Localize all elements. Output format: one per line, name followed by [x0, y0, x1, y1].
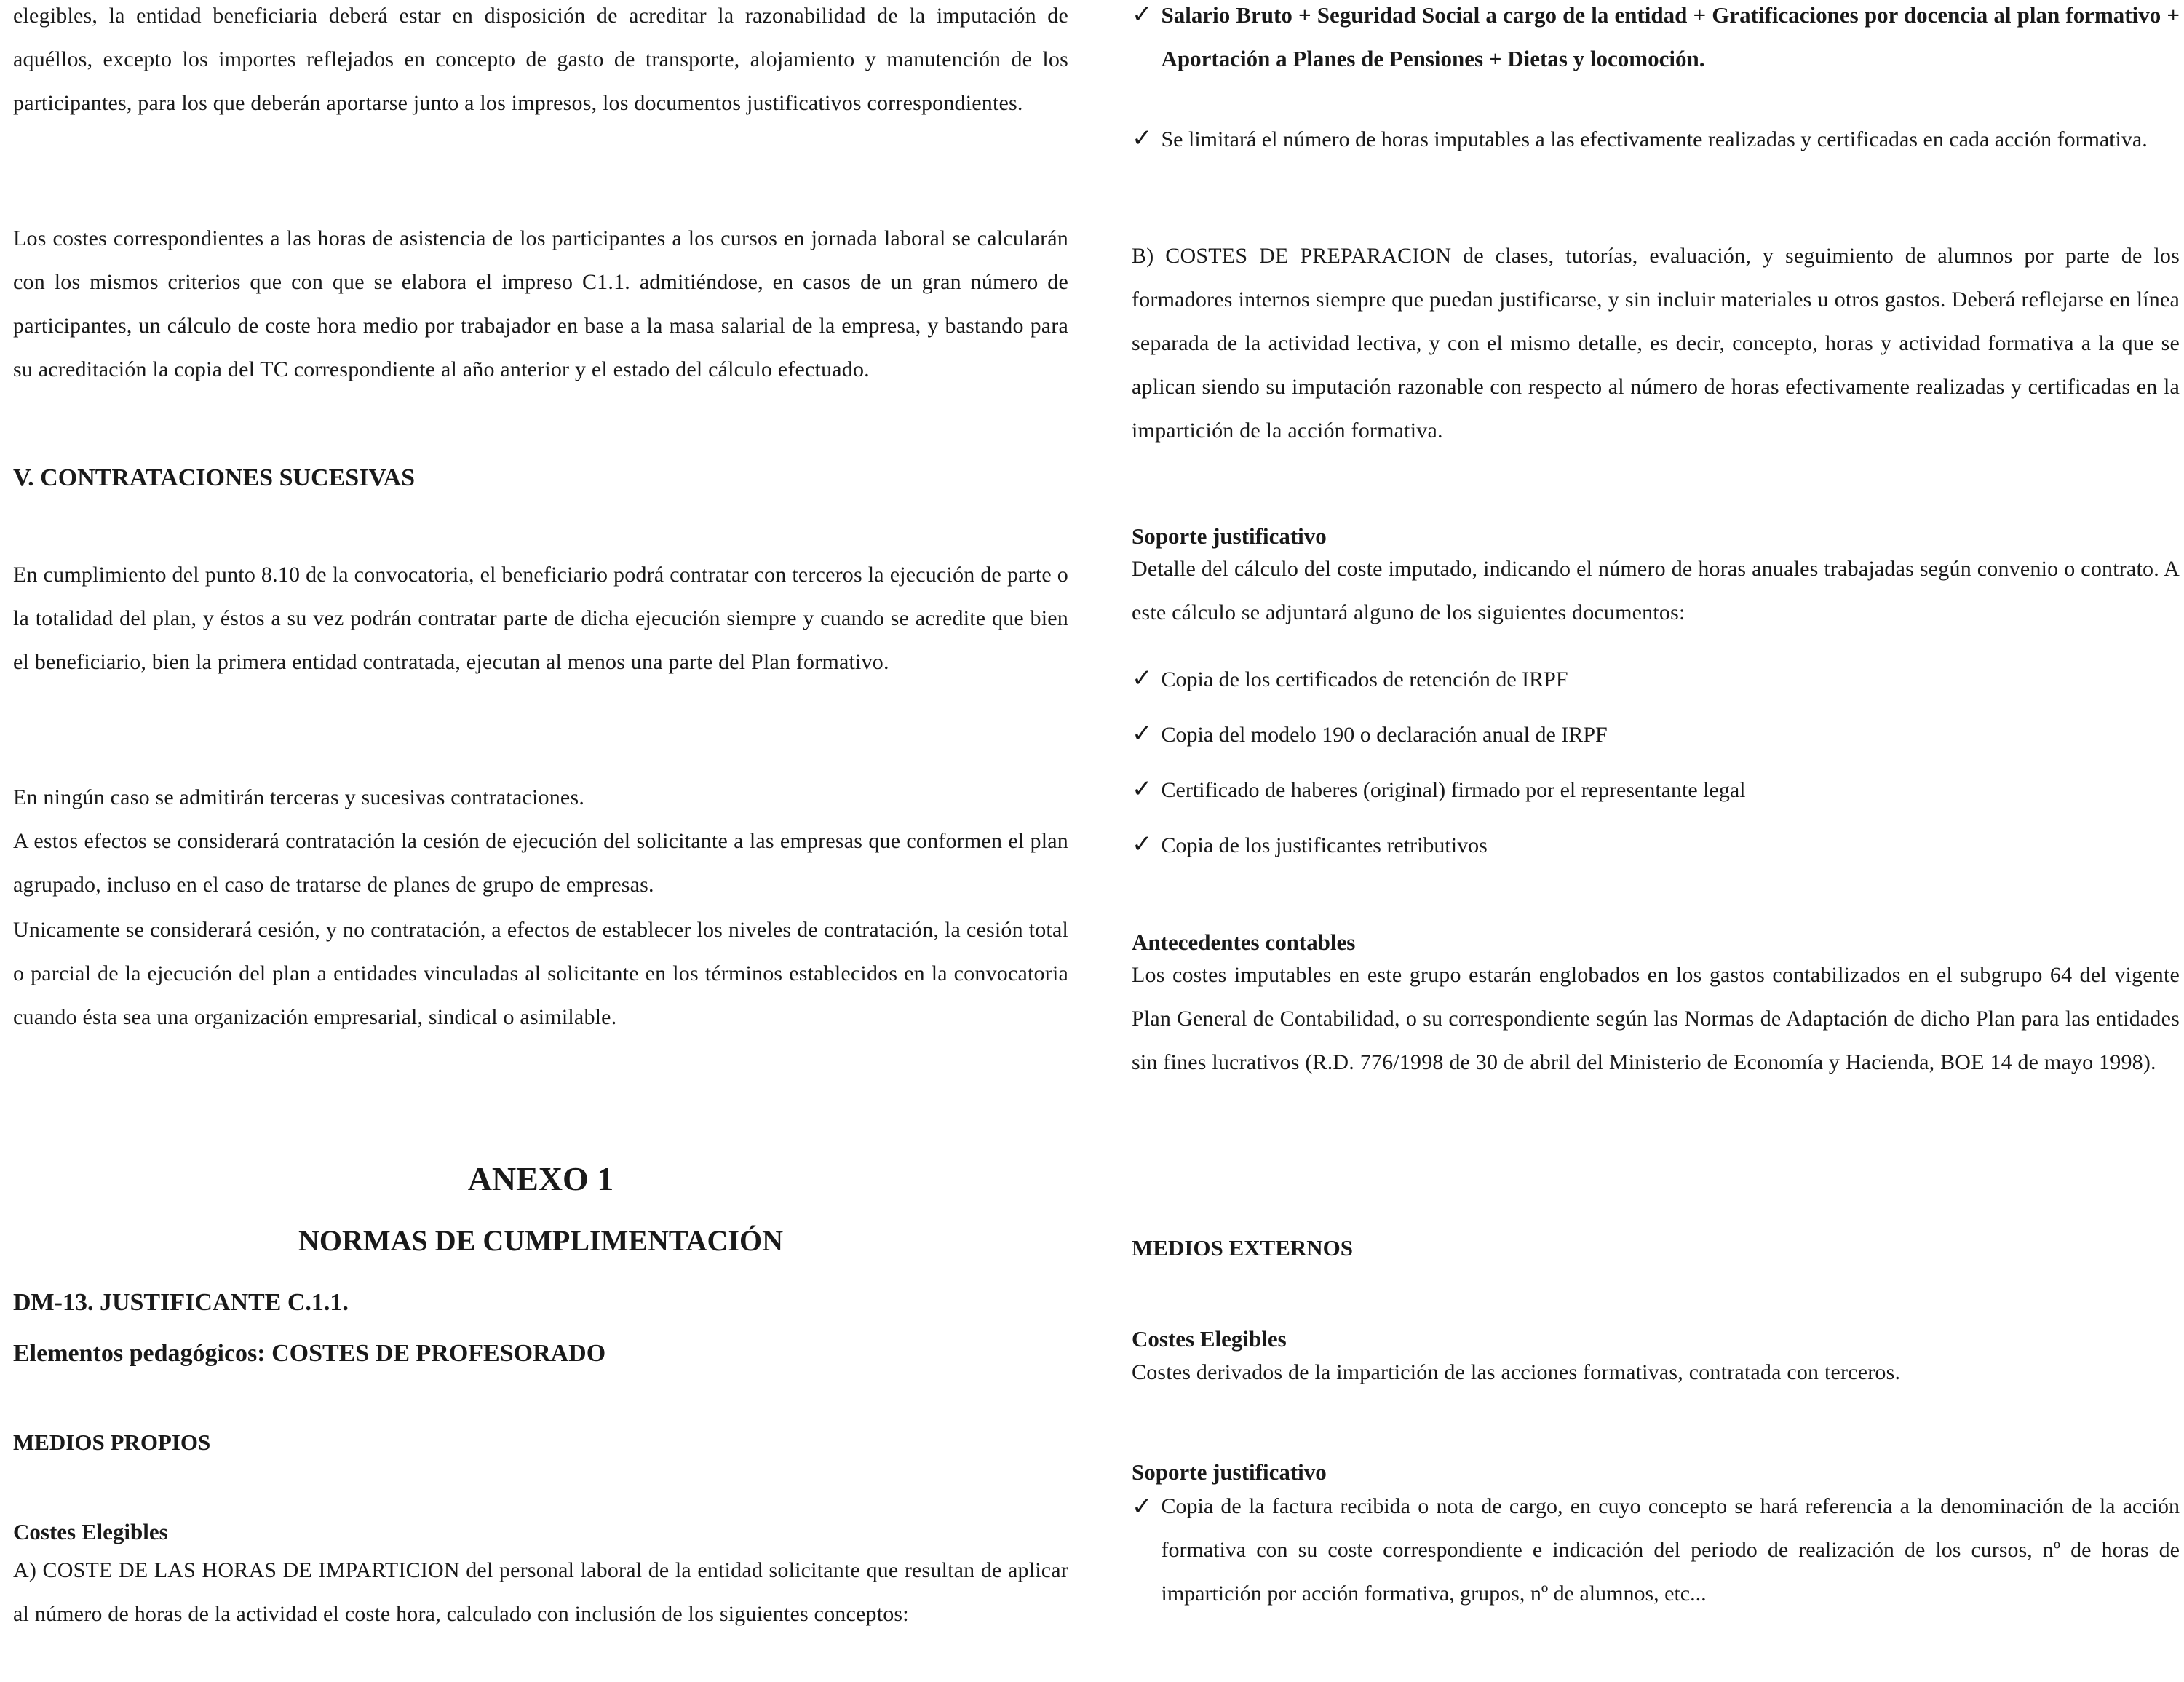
paragraph-detalle-calculo: Detalle del cálculo del coste imputado, indicando el número de horas anuales trabajadas según convenio o contrato. A este cálculo se adjuntará alguno de los siguientes documentos: [1132, 557, 2180, 624]
doc-item [1132, 712, 2180, 757]
annex-title: ANEXO 1 [467, 1160, 614, 1197]
doc-item-text: Copia de los justificantes retributivos [1161, 833, 1488, 857]
check-item-text: Copia de la factura recibida o nota de cargo, en cuyo concepto se hará referencia a la denominación de la acción formativa con su coste correspondiente e indicación del periodo de realización de los cursos, nº de horas de impartición por acción formativa, grupos, nº de alumnos, etc... [1161, 1494, 2180, 1606]
doc-item [1132, 822, 2180, 868]
costes-elegibles-heading-2: Costes Elegibles [1132, 1326, 1287, 1352]
medios-propios-heading: MEDIOS PROPIOS [13, 1429, 211, 1455]
paragraph-antecedentes: Los costes imputables en este grupo estarán englobados en los gastos contabilizados en el subgrupo 64 del vigente Plan General de Contabilidad, o su correspondiente según las Normas de Adaptación de dicho Plan para las entidades sin fines lucrativos (R.D. 776/1998 de 30 de abril del Ministerio de Economía y Hacienda, BOE 14 de mayo 1998). [1132, 963, 2180, 1074]
paragraph-elegibles: elegibles, la entidad beneficiaria deberá estar en disposición de acreditar la razonabilidad de la imputación de aquéllos, excepto los importes reflejados en concepto de gasto de transporte, alojamiento y manutención de los participantes, para los que deberán aportarse junto a los impresos, los documentos justificativos correspondientes. [13, 4, 1068, 115]
costes-elegibles-heading: Costes Elegibles [13, 1519, 168, 1544]
checkmark-icon: ✓ [1132, 664, 1153, 693]
check-item-text: Se limitará el número de horas imputables a las efectivamente realizadas y certificadas en cada acción formativa. [1161, 127, 2148, 151]
checkmark-icon: ✓ [1132, 774, 1153, 804]
doc-item [1132, 767, 2180, 812]
checkmark-icon: ✓ [1132, 719, 1153, 748]
paragraph-costes-horas: Los costes correspondientes a las horas de asistencia de los participantes a los cursos en jornada laboral se calcularán con los mismos criterios que con que se elabora el impreso C1.1. admitiéndose, en casos de un gran número de participantes, un cálculo de coste hora medio por trabajador en base a la masa salarial de la empresa, y bastando para su acreditación la copia del TC correspondiente al año anterior y el estado del cálculo efectuado. [13, 226, 1068, 381]
paragraph-cumplimiento: En cumplimiento del punto 8.10 de la convocatoria, el beneficiario podrá contratar con terceros la ejecución de parte o la totalidad del plan, y éstos a su vez podrán contratar parte de dicha ejecución siempre y cuando se acredite que bien el beneficiario, bien la primera entidad contratada, ejecutan al menos una parte del Plan formativo. [13, 563, 1068, 674]
antecedentes-contables-heading: Antecedentes contables [1132, 929, 1356, 955]
soporte-justificativo-heading: Soporte justificativo [1132, 523, 1327, 549]
checkmark-icon: ✓ [1132, 1492, 1153, 1521]
paragraph-costes-preparacion: B) COSTES DE PREPARACION de clases, tutorías, evaluación, y seguimiento de alumnos por parte de los formadores internos siempre que puedan justificarse, y sin incluir materiales u otros gastos. Deberá reflejarse en línea separada de la actividad lectiva, y con el mismo detalle, es decir, concepto, horas y actividad formativa a la que se aplican siendo su imputación razonable con respecto al número de horas efectivamente realizadas y certificadas en la impartición de la acción formativa. [1132, 244, 2180, 443]
dm13-heading: DM-13. JUSTIFICANTE C.1.1. [13, 1289, 349, 1316]
paragraph-ningun-caso: En ningún caso se admitirán terceras y sucesivas contrataciones. [13, 785, 585, 809]
annex-subtitle: NORMAS DE CUMPLIMENTACIÓN [298, 1224, 783, 1257]
section-heading-contrataciones: V. CONTRATACIONES SUCESIVAS [13, 464, 416, 491]
paragraph-costes-externos: Costes derivados de la impartición de las acciones formativas, contratada con terceros. [1132, 1360, 1901, 1384]
paragraph-coste-horas-imparticion: A) COSTE DE LAS HORAS DE IMPARTICION del personal laboral de la entidad solicitante que resultan de aplicar al número de horas de la actividad el coste hora, calculado con inclusión de los siguientes conceptos: [13, 1558, 1068, 1626]
medios-externos-heading: MEDIOS EXTERNOS [1132, 1235, 1354, 1261]
paragraph-estos-efectos: A estos efectos se considerará contratación la cesión de ejecución del solicitante a las empresas que conformen el plan agrupado, incluso en el caso de tratarse de planes de grupo de empresas. [13, 829, 1068, 897]
doc-item [1132, 656, 2180, 702]
doc-item-text: Copia de los certificados de retención de IRPF [1161, 667, 1568, 691]
checkmark-icon: ✓ [1132, 0, 1153, 29]
doc-item-text: Copia del modelo 190 o declaración anual de IRPF [1161, 723, 1608, 747]
check-item-salario [1132, 0, 2180, 81]
check-item-horas [1132, 116, 2180, 162]
paragraph-cesion: Unicamente se considerará cesión, y no contratación, a efectos de establecer los niveles de contratación, la cesión total o parcial de la ejecución del plan a entidades vinculadas al solicitante en los términos establecidos en la convocatoria cuando ésta sea una organización empresarial, sindical o asimilable. [13, 918, 1068, 1029]
check-item-factura [1132, 1485, 2180, 1616]
soporte-justificativo-heading-2: Soporte justificativo [1132, 1459, 1327, 1485]
elementos-heading: Elementos pedagógicos: COSTES DE PROFESORADO [13, 1340, 606, 1367]
doc-item-text: Certificado de haberes (original) firmado por el representante legal [1161, 778, 1746, 802]
check-item-text: Salario Bruto + Seguridad Social a cargo de la entidad + Gratificaciones por docencia al plan formativo + Aportación a Planes de Pensiones + Dietas y locomoción. [1161, 2, 2180, 71]
checkmark-icon: ✓ [1132, 830, 1153, 859]
checkmark-icon: ✓ [1132, 124, 1153, 153]
